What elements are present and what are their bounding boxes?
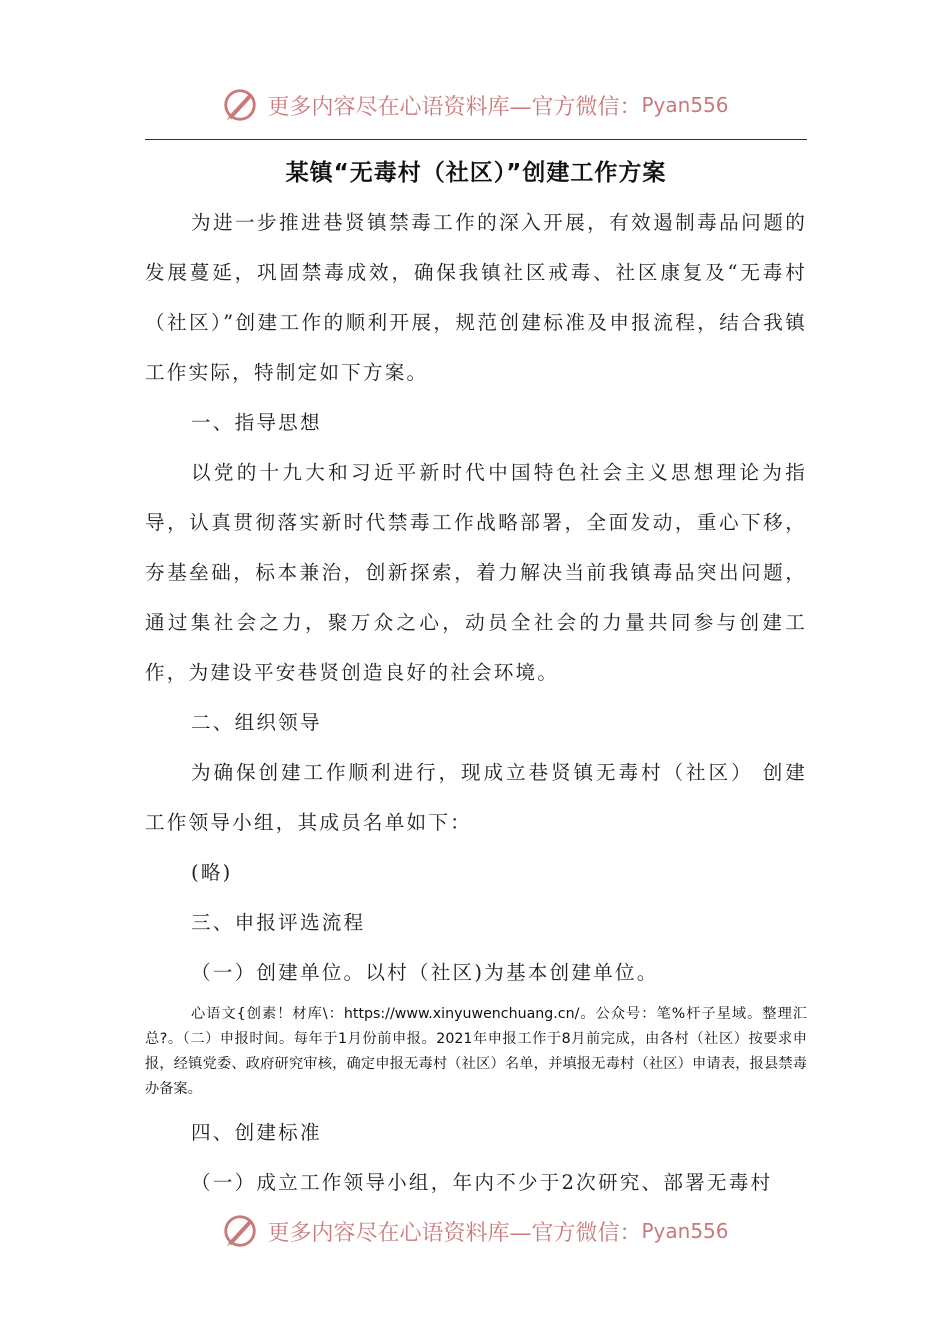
section2-paragraph: 为确保创建工作顺利进行，现成立巷贤镇无毒村（社区） 创建工作领导小组，其成员名单如下： — [145, 761, 807, 834]
watermark-footer — [0, 1206, 950, 1256]
watermark-wechat-id: Pyan556 — [641, 1219, 729, 1243]
pen-logo-icon — [221, 86, 259, 124]
section3-small-paragraph: 心语文{创素！材库\：https://www.xinyuwenchuang.cn/。公众号：笔%杆子星域。整理汇总?。（二）申报时间。每年于1月份前申报。2021年申报工作于8月前完成，由各村（社区）按要求申报，经镇党委、政府研究审核，确定申报无毒村（社区）名单，并填报无毒村（社区）申请表，报县禁毒办备案。 — [145, 1006, 807, 1097]
section2-omitted: (略) — [191, 861, 233, 884]
document-title: 某镇“无毒村（社区）”创建工作方案 — [285, 160, 667, 186]
watermark-wechat-id: Pyan556 — [641, 93, 729, 117]
pen-logo-icon — [221, 1212, 259, 1250]
section3-heading: 三、申报评选流程 — [191, 911, 366, 934]
section4-heading: 四、创建标准 — [191, 1121, 322, 1144]
header-rule — [145, 139, 807, 140]
section1-heading: 一、指导思想 — [191, 411, 322, 434]
watermark-header — [0, 80, 950, 130]
section2-heading: 二、组织领导 — [191, 711, 322, 734]
intro-paragraph: 为进一步推进巷贤镇禁毒工作的深入开展，有效遏制毒品问题的发展蔓延，巩固禁毒成效，确保我镇社区戒毒、社区康复及“无毒村（社区）”创建工作的顺利开展，规范创建标准及申报流程，结合我镇工作实际，特制定如下方案。 — [145, 211, 807, 384]
watermark-text: 更多内容尽在心语资料库—官方微信： — [267, 94, 642, 120]
section1-paragraph: 以党的十九大和习近平新时代中国特色社会主义思想理论为指导，认真贯彻落实新时代禁毒工作战略部署，全面发动，重心下移，夯基垒础，标本兼治，创新探索，着力解决当前我镇毒品突出问题，通过集社会之力，聚万众之心，动员全社会的力量共同参与创建工作，为建设平安巷贤创造良好的社会环境。 — [145, 461, 807, 684]
document-body — [145, 148, 807, 1208]
section3-item1: （一）创建单位。以村（社区)为基本创建单位。 — [191, 961, 659, 984]
section4-item1: （一）成立工作领导小组，年内不少于2次研究、部署无毒村 — [191, 1171, 773, 1194]
watermark-text: 更多内容尽在心语资料库—官方微信： — [267, 1220, 642, 1246]
